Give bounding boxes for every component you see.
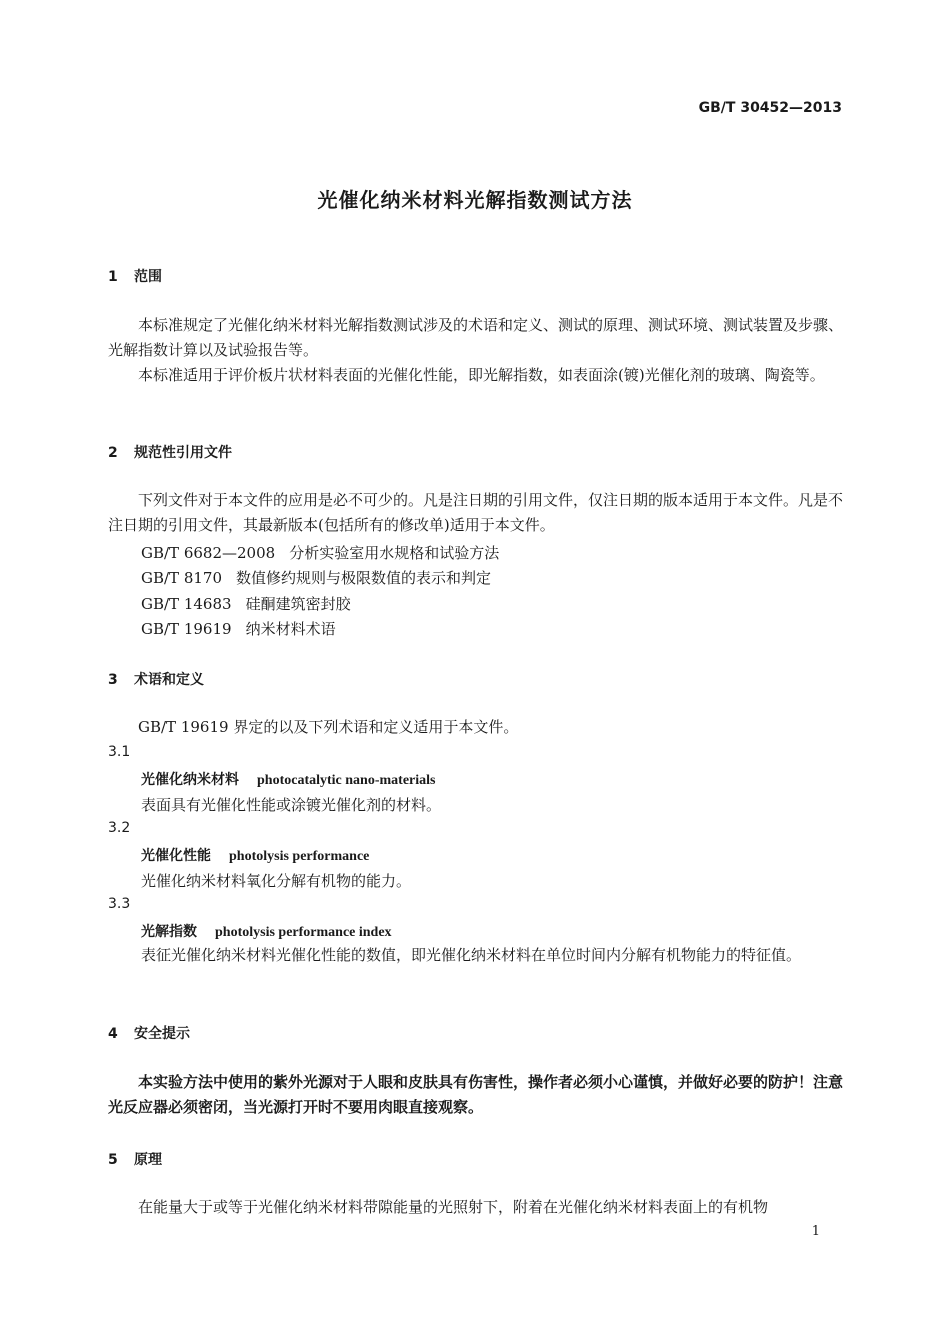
reference-item — [141, 542, 499, 563]
references-intro: 下列文件对于本文件的应用是必不可少的。凡是注日期的引用文件，仅注日期的版本适用于本文件。凡是不注日期的引用文件，其最新版本(包括所有的修改单)适用于本文件。 — [108, 491, 844, 534]
principle-paragraph: 在能量大于或等于光催化纳米材料带隙能量的光照射下，附着在光催化纳米材料表面上的有机物 — [138, 1198, 769, 1216]
terms-intro: GB/T 19619 界定的以及下列术语和定义适用于本文件。 — [138, 718, 519, 736]
section-number: 5 — [108, 1152, 118, 1168]
section-title: 原理 — [134, 1152, 162, 1168]
term-name-zh: 光催化纳米材料 — [141, 772, 239, 788]
term-name-en: photolysis performance — [229, 849, 370, 864]
section-title: 安全提示 — [134, 1026, 190, 1042]
reference-title: 分析实验室用水规格和试验方法 — [289, 544, 500, 562]
section-5-heading — [108, 1149, 162, 1169]
section-number: 1 — [108, 269, 118, 285]
section-number: 3 — [108, 672, 118, 688]
reference-code: GB/T 14683 — [141, 595, 232, 613]
term-definition: 光催化纳米材料氧化分解有机物的能力。 — [141, 872, 412, 890]
term-name — [141, 845, 369, 865]
section-number: 4 — [108, 1026, 118, 1042]
section-title: 范围 — [134, 269, 162, 285]
term-definition: 表面具有光催化性能或涂镀光催化剂的材料。 — [141, 796, 442, 814]
term-name-en: photolysis performance index — [215, 925, 392, 940]
reference-title: 数值修约规则与极限数值的表示和判定 — [236, 569, 492, 587]
reference-title: 硅酮建筑密封胶 — [245, 595, 351, 613]
section-4-heading — [108, 1023, 190, 1043]
scope-paragraph-1: 本标准规定了光催化纳米材料光解指数测试涉及的术语和定义、测试的原理、测试环境、测试装置及步骤、光解指数计算以及试验报告等。 — [108, 316, 844, 359]
reference-title: 纳米材料术语 — [245, 620, 336, 638]
term-name — [141, 921, 392, 941]
reference-code: GB/T 8170 — [141, 569, 223, 587]
term-number: 3.3 — [108, 896, 131, 912]
term-name — [141, 769, 435, 789]
term-number: 3.1 — [108, 744, 131, 760]
term-number: 3.2 — [108, 820, 131, 836]
section-title: 术语和定义 — [134, 672, 204, 688]
section-2-heading — [108, 442, 232, 462]
reference-code: GB/T 6682—2008 — [141, 544, 276, 562]
reference-item — [141, 618, 336, 639]
reference-item — [141, 593, 351, 614]
section-number: 2 — [108, 445, 118, 461]
scope-paragraph-2: 本标准适用于评价板片状材料表面的光催化性能，即光解指数，如表面涂(镀)光催化剂的玻璃、陶瓷等。 — [138, 366, 825, 384]
section-title: 规范性引用文件 — [134, 445, 232, 461]
term-name-zh: 光解指数 — [141, 924, 197, 940]
reference-code: GB/T 19619 — [141, 620, 232, 638]
standard-number: GB/T 30452—2013 — [698, 100, 842, 116]
section-1-heading — [108, 266, 162, 286]
term-name-en: photocatalytic nano-materials — [257, 773, 436, 788]
section-3-heading — [108, 669, 204, 689]
safety-warning-text: 本实验方法中使用的紫外光源对于人眼和皮肤具有伤害性，操作者必须小心谨慎，并做好必要的防护！注意光反应器必须密闭，当光源打开时不要用肉眼直接观察。 — [108, 1073, 844, 1116]
term-name-zh: 光催化性能 — [141, 848, 211, 864]
page-number: 1 — [811, 1224, 820, 1239]
document-title: 光催化纳米材料光解指数测试方法 — [317, 188, 633, 212]
term-definition: 表征光催化纳米材料光催化性能的数值，即光催化纳米材料在单位时间内分解有机物能力的特征值。 — [141, 946, 802, 964]
reference-item — [141, 567, 491, 588]
